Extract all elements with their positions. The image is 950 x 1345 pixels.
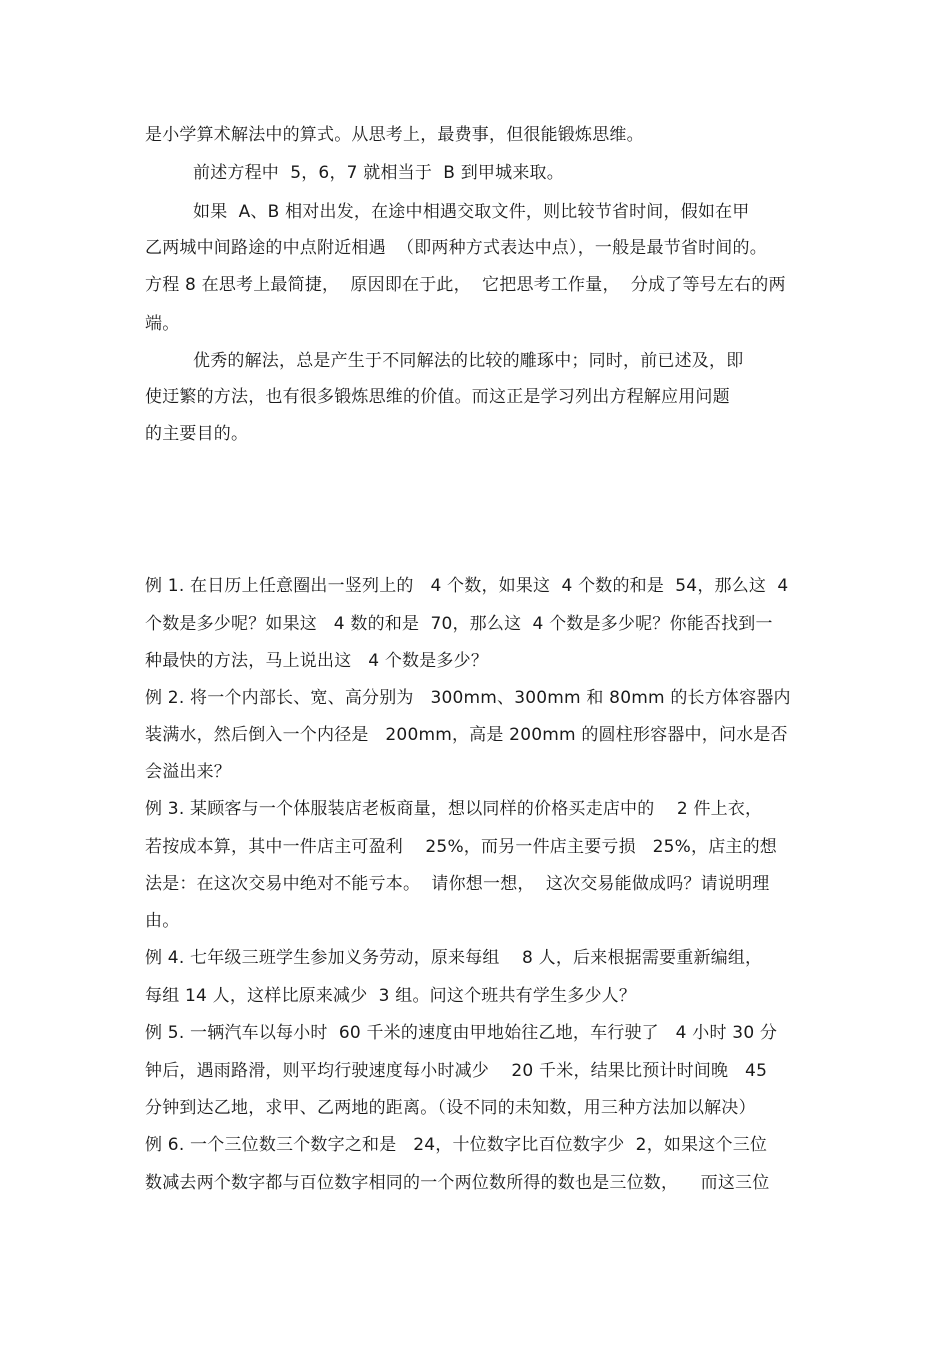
text-line: 前述方程中 5，6，7 就相当于 B 到甲城来取。 (193, 163, 564, 183)
example-line: 例 6. 一个三位数三个数字之和是 24，十位数字比百位数字少 2，如果这个三位 (145, 1135, 768, 1155)
example-line: 例 1. 在日历上任意圈出一竖列上的 4 个数，如果这 4 个数的和是 54，那么这 4 (145, 576, 789, 596)
example-line: 每组 14 人，这样比原来减少 3 组。问这个班共有学生多少人？ (145, 986, 637, 1006)
example-line: 个数是多少呢？如果这 4 数的和是 70，那么这 4 个数是多少呢？你能否找到一 (145, 614, 773, 634)
text-line: 乙两城中间路途的中点附近相遇 （即两种方式表达中点），一般是最节省时间的。 (145, 238, 767, 258)
example-line: 例 4. 七年级三班学生参加义务劳动，原来每组 8 人，后来根据需要重新编组， (145, 948, 763, 968)
example-line: 装满水，然后倒入一个内径是 200mm，高是 200mm 的圆柱形容器中，问水是否 (145, 725, 788, 745)
example-line: 由。 (145, 911, 180, 931)
example-line: 例 3. 某顾客与一个体服装店老板商量，想以同样的价格买走店中的 2 件上衣， (145, 799, 763, 819)
example-line: 例 2. 将一个内部长、宽、高分别为 300mm、300mm 和 80mm 的长方体容器内 (145, 688, 791, 708)
example-line: 若按成本算，其中一件店主可盈利 25%，而另一件店主要亏损 25%，店主的想 (145, 837, 777, 857)
text-line: 的主要目的。 (145, 424, 249, 444)
example-line: 法是：在这次交易中绝对不能亏本。 请你想一想， 这次交易能做成吗？请说明理 (145, 874, 770, 894)
example-line: 会溢出来？ (145, 762, 231, 782)
example-line: 分钟到达乙地，求甲、乙两地的距离。（设不同的未知数，用三种方法加以解决） (145, 1098, 756, 1118)
text-line: 如果 A、B 相对出发，在途中相遇交取文件，则比较节省时间，假如在甲 (193, 202, 750, 222)
text-line: 是小学算术解法中的算式。从思考上，最费事，但很能锻炼思维。 (145, 125, 644, 145)
example-line: 数减去两个数字都与百位数字相同的一个两位数所得的数也是三位数， 而这三位 (145, 1173, 770, 1193)
text-line: 使迂繁的方法，也有很多锻炼思维的价值。而这正是学习列出方程解应用问题 (145, 387, 730, 407)
example-line: 种最快的方法，马上说出这 4 个数是多少？ (145, 651, 489, 671)
text-line: 端。 (145, 314, 180, 334)
example-line: 钟后，遇雨路滑，则平均行驶速度每小时减少 20 千米，结果比预计时间晚 45 (145, 1061, 768, 1081)
text-line: 方程 8 在思考上最简捷， 原因即在于此， 它把思考工作量， 分成了等号左右的两 (145, 275, 786, 295)
text-line: 优秀的解法，总是产生于不同解法的比较的雕琢中；同时，前已述及，即 (193, 351, 744, 371)
example-line: 例 5. 一辆汽车以每小时 60 千米的速度由甲地始往乙地，车行驶了 4 小时 30 分 (145, 1023, 778, 1043)
